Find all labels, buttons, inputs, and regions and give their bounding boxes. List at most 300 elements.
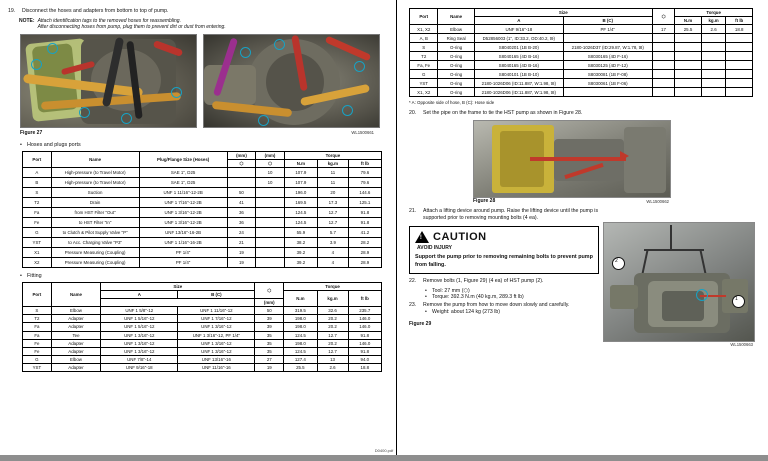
figure-28-caption-row: [473, 198, 669, 204]
figure-29-callout-1: 1: [735, 296, 738, 303]
table-cell: UNF 1 11/16"-12-2B: [139, 188, 227, 198]
table-cell: UNF 1 3/16"-12-2B: [139, 208, 227, 218]
table-row: [410, 43, 753, 52]
table-cell: 20: [317, 188, 348, 198]
table-row: [23, 323, 382, 331]
table-cell: 20.2: [317, 323, 348, 331]
table-cell: 13: [317, 355, 348, 363]
table-cell: 17.3: [317, 198, 348, 208]
figure-27-label: Figure 27: [20, 130, 43, 137]
oring-table-body: [410, 25, 753, 97]
figure-29-label: Figure 29: [409, 321, 432, 328]
table-cell: 50: [227, 188, 256, 198]
right-column: [396, 0, 768, 455]
table-cell: 91.8: [348, 218, 381, 228]
table-cell: YST: [410, 79, 438, 88]
table-cell: [652, 34, 675, 43]
table-cell: O-ring: [438, 79, 474, 88]
fth-torque: Torque: [284, 283, 382, 291]
table-cell: 124.5: [284, 208, 317, 218]
table-cell: 21: [227, 238, 256, 248]
rth-name: Name: [438, 9, 474, 25]
table-cell: 25.5: [675, 25, 702, 34]
caution-header: [415, 231, 593, 243]
table-cell: S8040165 (4D B-16): [474, 61, 563, 70]
table-row: [410, 70, 753, 79]
table-row: [23, 228, 382, 238]
table-cell: Elbow: [51, 355, 100, 363]
table-cell: [701, 43, 726, 52]
table-cell: UNF 9/16"-18: [474, 25, 563, 34]
fth-nm: N.m: [284, 291, 317, 307]
rth-torque: Torque: [675, 9, 753, 17]
figure-29-image: [603, 222, 755, 342]
table-cell: Fe: [23, 347, 52, 355]
table-cell: 2.6: [701, 25, 726, 34]
table-cell: [701, 79, 726, 88]
table-cell: 12.7: [317, 347, 348, 355]
table-cell: 28.9: [348, 248, 381, 258]
table-cell: G: [410, 70, 438, 79]
table-cell: [652, 88, 675, 97]
table-cell: [675, 52, 702, 61]
rth-size: Size: [474, 9, 652, 17]
table-row: [23, 248, 382, 258]
table-cell: 19: [255, 363, 284, 371]
table-cell: 2180-1026D37 (ID:29.87, W:1.78, t8): [563, 43, 652, 52]
table-cell: UNF 1 3/16"-12: [101, 331, 178, 339]
table-cell: Adapter: [51, 339, 100, 347]
avoid-injury-label: AVOID INJURY: [417, 245, 453, 252]
table-cell: 36: [227, 208, 256, 218]
table-cell: O-ring: [438, 61, 474, 70]
table-cell: YST: [23, 238, 52, 248]
table-cell: 27: [255, 355, 284, 363]
table-cell: 124.5: [284, 347, 317, 355]
table-cell: 35: [255, 331, 284, 339]
section-hoses-heading: [20, 142, 390, 148]
rth-nm: N.m: [675, 17, 702, 25]
table-cell: 196.0: [284, 188, 317, 198]
th-wrench-icon-2: ⬡: [256, 160, 285, 168]
table-cell: Elbow: [51, 307, 100, 315]
fitting-table: [22, 282, 382, 372]
table-cell: [675, 61, 702, 70]
document-footer: D0400.pdf: [374, 448, 394, 453]
fth-name: Name: [51, 283, 100, 307]
rth-a: A: [474, 17, 563, 25]
th-mm-2: (mm): [256, 152, 285, 160]
fth-port: Port: [23, 283, 52, 307]
rth-ftlb: ft lb: [726, 17, 753, 25]
table-cell: 11: [317, 168, 348, 178]
viewer-bottom-bar: [0, 455, 768, 461]
rth-wrench-icon: ⬡: [652, 9, 675, 25]
table-cell: B: [23, 178, 52, 188]
table-cell: 39.2: [284, 258, 317, 268]
table-cell: 146.0: [348, 339, 381, 347]
fth-ftlb: ft lb: [348, 291, 381, 307]
table-cell: A: [23, 168, 52, 178]
table-cell: S8030061 (1B F-06): [563, 79, 652, 88]
oring-header-row: [410, 9, 753, 17]
table-cell: Suction: [51, 188, 139, 198]
table-cell: 39.2: [284, 248, 317, 258]
table-cell: [256, 188, 285, 198]
th-nm: N.m: [284, 160, 317, 168]
table-row: [410, 79, 753, 88]
rth-kgm: kg.m: [701, 17, 726, 25]
th-plug: Plug/Flange Size (Hoses): [139, 152, 227, 168]
table-cell: [701, 52, 726, 61]
th-kgm: kg.m: [317, 160, 348, 168]
table-cell: Adapter: [51, 323, 100, 331]
table-cell: 19: [227, 248, 256, 258]
table-cell: S: [410, 43, 438, 52]
step-20: [409, 110, 760, 117]
step-22-bullet-1-text: Tool: 27 mm: [432, 288, 461, 295]
table-cell: UNF 1 11/16"-12: [178, 307, 255, 315]
table-cell: 91.8: [348, 331, 381, 339]
table-cell: 24: [227, 228, 256, 238]
table-cell: [256, 258, 285, 268]
table-cell: Pressure Measuring (Coupling): [51, 258, 139, 268]
hoses-and-plugs-table: [22, 151, 382, 268]
table-row: [23, 258, 382, 268]
table-cell: UNF 11/16"-16: [178, 363, 255, 371]
table-cell: 18.8: [726, 25, 753, 34]
table-cell: Drain: [51, 198, 139, 208]
photo-right-pump: [203, 34, 380, 128]
table-cell: 28.2: [348, 238, 381, 248]
table-cell: [701, 61, 726, 70]
table-cell: Fa, Fe: [410, 61, 438, 70]
table-cell: 10: [256, 168, 285, 178]
table-cell: [256, 228, 285, 238]
table-row: [410, 34, 753, 43]
table-cell: UNF 1 5/16"-12: [101, 315, 178, 323]
figure-27-photos: [20, 34, 390, 128]
table-cell: 79.6: [348, 168, 381, 178]
table-cell: UNF 1 3/16"-12: [101, 339, 178, 347]
table-cell: S: [23, 307, 52, 315]
table-cell: UNF 9/16"-18: [101, 363, 178, 371]
table-cell: 146.0: [348, 323, 381, 331]
table-cell: S8040101 (1B B-10): [474, 70, 563, 79]
fitting-table-body: [23, 307, 382, 372]
table-cell: [701, 88, 726, 97]
table-cell: 39: [255, 323, 284, 331]
step-21-number: 21.: [409, 208, 417, 215]
step-22-bullet-2-text: Torque: 392.3 N.m (40 kg.m, 289.3 ft lb): [432, 294, 524, 301]
bullet-icon-4: •: [425, 294, 427, 301]
fth-wrench-icon: ⬡: [255, 283, 284, 299]
table-cell: from HST Filter "Out": [51, 208, 139, 218]
figure-27-code: WL1500661: [351, 130, 374, 136]
table-cell: UNF 1 3/16"-12-2B: [139, 218, 227, 228]
table-cell: S8030165 (4D F-16): [563, 52, 652, 61]
rth-b: B (C): [563, 17, 652, 25]
table-cell: [256, 208, 285, 218]
table-cell: [652, 79, 675, 88]
th-ftlb: ft lb: [348, 160, 381, 168]
table-cell: [675, 43, 702, 52]
th-mm-1: (mm): [227, 152, 256, 160]
step-19: [8, 8, 390, 15]
table-cell: T2: [23, 198, 52, 208]
table-cell: 39: [255, 315, 284, 323]
table-cell: G: [23, 355, 52, 363]
table-cell: 38.2: [284, 238, 317, 248]
figure-29-block: [603, 222, 759, 347]
table-cell: [652, 70, 675, 79]
table-cell: 12.7: [317, 208, 348, 218]
table-cell: 12.7: [317, 331, 348, 339]
table-cell: 124.5: [284, 218, 317, 228]
fth-spacer: [101, 299, 255, 307]
table-row: [23, 355, 382, 363]
table-cell: [726, 61, 753, 70]
caution-box: [409, 226, 599, 274]
hoses-table-body: [23, 168, 382, 268]
table-row: [23, 218, 382, 228]
table-cell: Fe: [23, 339, 52, 347]
fitting-header-row: [23, 283, 382, 291]
table-cell: 127.4: [284, 355, 317, 363]
table-cell: [726, 70, 753, 79]
step-22-bullet-2: [425, 294, 599, 300]
step-23-bullet-1-text: Weight: about 124 kg (273 lb): [432, 309, 500, 316]
caution-title: CAUTION: [433, 231, 487, 244]
table-cell: 198.0: [284, 339, 317, 347]
table-cell: [652, 61, 675, 70]
table-cell: D52856003 (1", ID:33.2, OD:40.2, t9): [474, 34, 563, 43]
note-line-2: After disconnecting hoses from pump, plug them to prevent dirt or dust from entering.: [37, 24, 226, 31]
table-cell: to Clutch & Pilot Supply Valve "P": [51, 228, 139, 238]
table-cell: 35: [255, 347, 284, 355]
table-cell: 124.5: [284, 331, 317, 339]
table-cell: 107.9: [284, 178, 317, 188]
table-cell: PF 1/4": [139, 248, 227, 258]
table-cell: [726, 52, 753, 61]
table-cell: X1, X2: [410, 88, 438, 97]
fth-a: A: [101, 291, 178, 299]
table-cell: High-pressure (to Travel Motor): [51, 168, 139, 178]
table-cell: O-ring: [438, 70, 474, 79]
footnote-ab: * A: Opposite side of hose, B (C): Hose side: [409, 100, 495, 106]
table-cell: [726, 88, 753, 97]
table-cell: 25.5: [284, 363, 317, 371]
table-cell: UNF 13/16"-16-2B: [139, 228, 227, 238]
table-cell: Fa: [23, 323, 52, 331]
table-cell: YST: [23, 363, 52, 371]
table-cell: S: [23, 188, 52, 198]
table-cell: Elbow: [438, 25, 474, 34]
photo-left-pump: [20, 34, 197, 128]
table-cell: S8030081 (1B F-08): [563, 70, 652, 79]
table-cell: UNF 1 5/8"-12: [101, 307, 178, 315]
table-cell: 2.6: [317, 363, 348, 371]
table-row: [23, 331, 382, 339]
table-cell: [227, 178, 256, 188]
table-cell: 144.6: [348, 188, 381, 198]
step-23-text: Remove the pump from how to move down slowly and carefully.: [423, 302, 570, 309]
table-cell: 107.9: [284, 168, 317, 178]
fth-b: B (C): [178, 291, 255, 299]
table-cell: [675, 88, 702, 97]
table-cell: 32.6: [317, 307, 348, 315]
warning-triangle-icon: [415, 231, 429, 243]
note-block: [19, 18, 390, 30]
table-cell: T2: [410, 52, 438, 61]
table-cell: [675, 79, 702, 88]
table-cell: High-pressure (to Travel Motor): [51, 178, 139, 188]
step-22: [409, 278, 599, 285]
table-row: [410, 61, 753, 70]
table-cell: 4: [317, 258, 348, 268]
table-cell: 2180-1026D06 (ID:11.887, W:1.98, t8): [474, 88, 563, 97]
caution-text: Support the pump prior to removing remaining bolts to prevent pump from falling.: [415, 254, 593, 268]
section-hoses-label: Hoses and plugs ports: [27, 142, 81, 149]
table-cell: 11: [317, 178, 348, 188]
table-row: [23, 238, 382, 248]
table-cell: 20.2: [317, 339, 348, 347]
figure-28-image: [473, 120, 671, 198]
th-torque: Torque: [284, 152, 381, 160]
step-21-text: Attach a lifting device around pump. Raise the lifting device until the pump is supported prior to removing mounting bolts (4 ea).: [423, 208, 599, 222]
figure-29-callout-2: 2: [615, 258, 618, 265]
table-cell: Pressure Measuring (Coupling): [51, 248, 139, 258]
table-header-row: [23, 152, 382, 160]
table-cell: A, B: [410, 34, 438, 43]
table-cell: 4: [317, 248, 348, 258]
table-cell: 55.9: [284, 228, 317, 238]
table-cell: [563, 34, 652, 43]
table-cell: 91.8: [348, 208, 381, 218]
table-cell: UNF 1 3/16"-12: [178, 339, 255, 347]
step-19-text: Disconnect the hoses and adapters from bottom to top of pump.: [22, 8, 169, 14]
table-cell: 91.8: [348, 347, 381, 355]
step-21: [409, 208, 760, 222]
table-cell: [726, 34, 753, 43]
table-cell: to Acc. Charging Valve "P3": [51, 238, 139, 248]
table-cell: Tee: [51, 331, 100, 339]
table-cell: 17: [652, 25, 675, 34]
figure-29-caption-row: [603, 342, 753, 347]
note-label: NOTE:: [19, 18, 35, 25]
table-row: [23, 188, 382, 198]
bullet-icon-3: •: [425, 288, 427, 295]
section-fitting-label: Fitting: [27, 273, 42, 280]
table-row: [23, 315, 382, 323]
warning-symbol: !: [419, 235, 423, 242]
table-cell: PF 1/4": [139, 258, 227, 268]
table-cell: O-ring: [438, 43, 474, 52]
table-cell: 41: [227, 198, 256, 208]
table-cell: S8040201 (1B B-20): [474, 43, 563, 52]
table-cell: SAE 1", D25: [139, 178, 227, 188]
table-cell: SAE 1", D25: [139, 168, 227, 178]
table-cell: [227, 168, 256, 178]
table-cell: X1, X2: [410, 25, 438, 34]
figure-29-code: WL1500663: [730, 342, 753, 348]
step-23-number: 23.: [409, 302, 417, 309]
table-cell: 41.2: [348, 228, 381, 238]
bullet-icon-5: •: [425, 309, 427, 316]
table-cell: 94.0: [348, 355, 381, 363]
table-cell: [701, 70, 726, 79]
note-line-1: Attach identification tags to the removed hoses for reassembling.: [37, 18, 181, 25]
step-22-bullets: [425, 288, 599, 300]
step-19-number: 19.: [8, 8, 16, 14]
table-cell: Adapter: [51, 315, 100, 323]
table-cell: [256, 238, 285, 248]
table-cell: 36: [227, 218, 256, 228]
table-cell: [675, 70, 702, 79]
table-row: [23, 307, 382, 315]
figure-28-label: Figure 28: [473, 198, 496, 205]
table-cell: Fe: [23, 218, 52, 228]
table-cell: Fa: [23, 331, 52, 339]
table-cell: 169.5: [284, 198, 317, 208]
table-cell: 2180-1026D06 (ID:11.887, W:1.98, t8): [474, 79, 563, 88]
oring-size-table: [409, 8, 753, 97]
table-cell: UNF 1 3/16"-12, PF 1/4": [178, 331, 255, 339]
table-cell: UNF 7/8"-14: [101, 355, 178, 363]
table-cell: Adapter: [51, 347, 100, 355]
table-cell: [256, 248, 285, 258]
table-row: [23, 178, 382, 188]
table-cell: 12.7: [317, 218, 348, 228]
step-22-number: 22.: [409, 278, 417, 285]
rth-port: Port: [410, 9, 438, 25]
table-cell: to HST Filter "In": [51, 218, 139, 228]
table-cell: 198.0: [284, 323, 317, 331]
table-cell: UNF 1 7/16"-12-2B: [139, 198, 227, 208]
table-cell: UNF 1 3/16"-12: [178, 347, 255, 355]
table-row: [23, 339, 382, 347]
step-22-text: Remove bolts (1, Figure 29) (4 ea) of HST pump (2).: [423, 278, 544, 285]
section-fitting-heading: [20, 273, 390, 279]
fth-kgm: kg.m: [317, 291, 348, 307]
table-cell: UNF 1 7/16"-12: [178, 315, 255, 323]
table-row: [23, 168, 382, 178]
table-cell: UNF 13/16"-16: [178, 355, 255, 363]
table-cell: G: [23, 228, 52, 238]
table-cell: 19: [227, 258, 256, 268]
table-cell: UNF 1 1/16"-16-2B: [139, 238, 227, 248]
step-23-bullets: [425, 309, 599, 315]
th-port: Port: [23, 152, 52, 168]
table-cell: [256, 198, 285, 208]
table-cell: 18.8: [348, 363, 381, 371]
table-cell: 198.0: [284, 315, 317, 323]
table-cell: 5.7: [317, 228, 348, 238]
table-row: [410, 25, 753, 34]
table-row: [23, 347, 382, 355]
table-cell: Fa: [23, 208, 52, 218]
table-row: [410, 88, 753, 97]
step-23-bullet-1: [425, 309, 599, 315]
figure-28-block: [473, 120, 760, 204]
table-cell: [652, 52, 675, 61]
table-cell: [563, 88, 652, 97]
table-cell: T2: [23, 315, 52, 323]
th-name: Name: [51, 152, 139, 168]
table-cell: 146.0: [348, 315, 381, 323]
step-23: [409, 302, 599, 309]
bullet-icon-2: •: [20, 273, 22, 280]
